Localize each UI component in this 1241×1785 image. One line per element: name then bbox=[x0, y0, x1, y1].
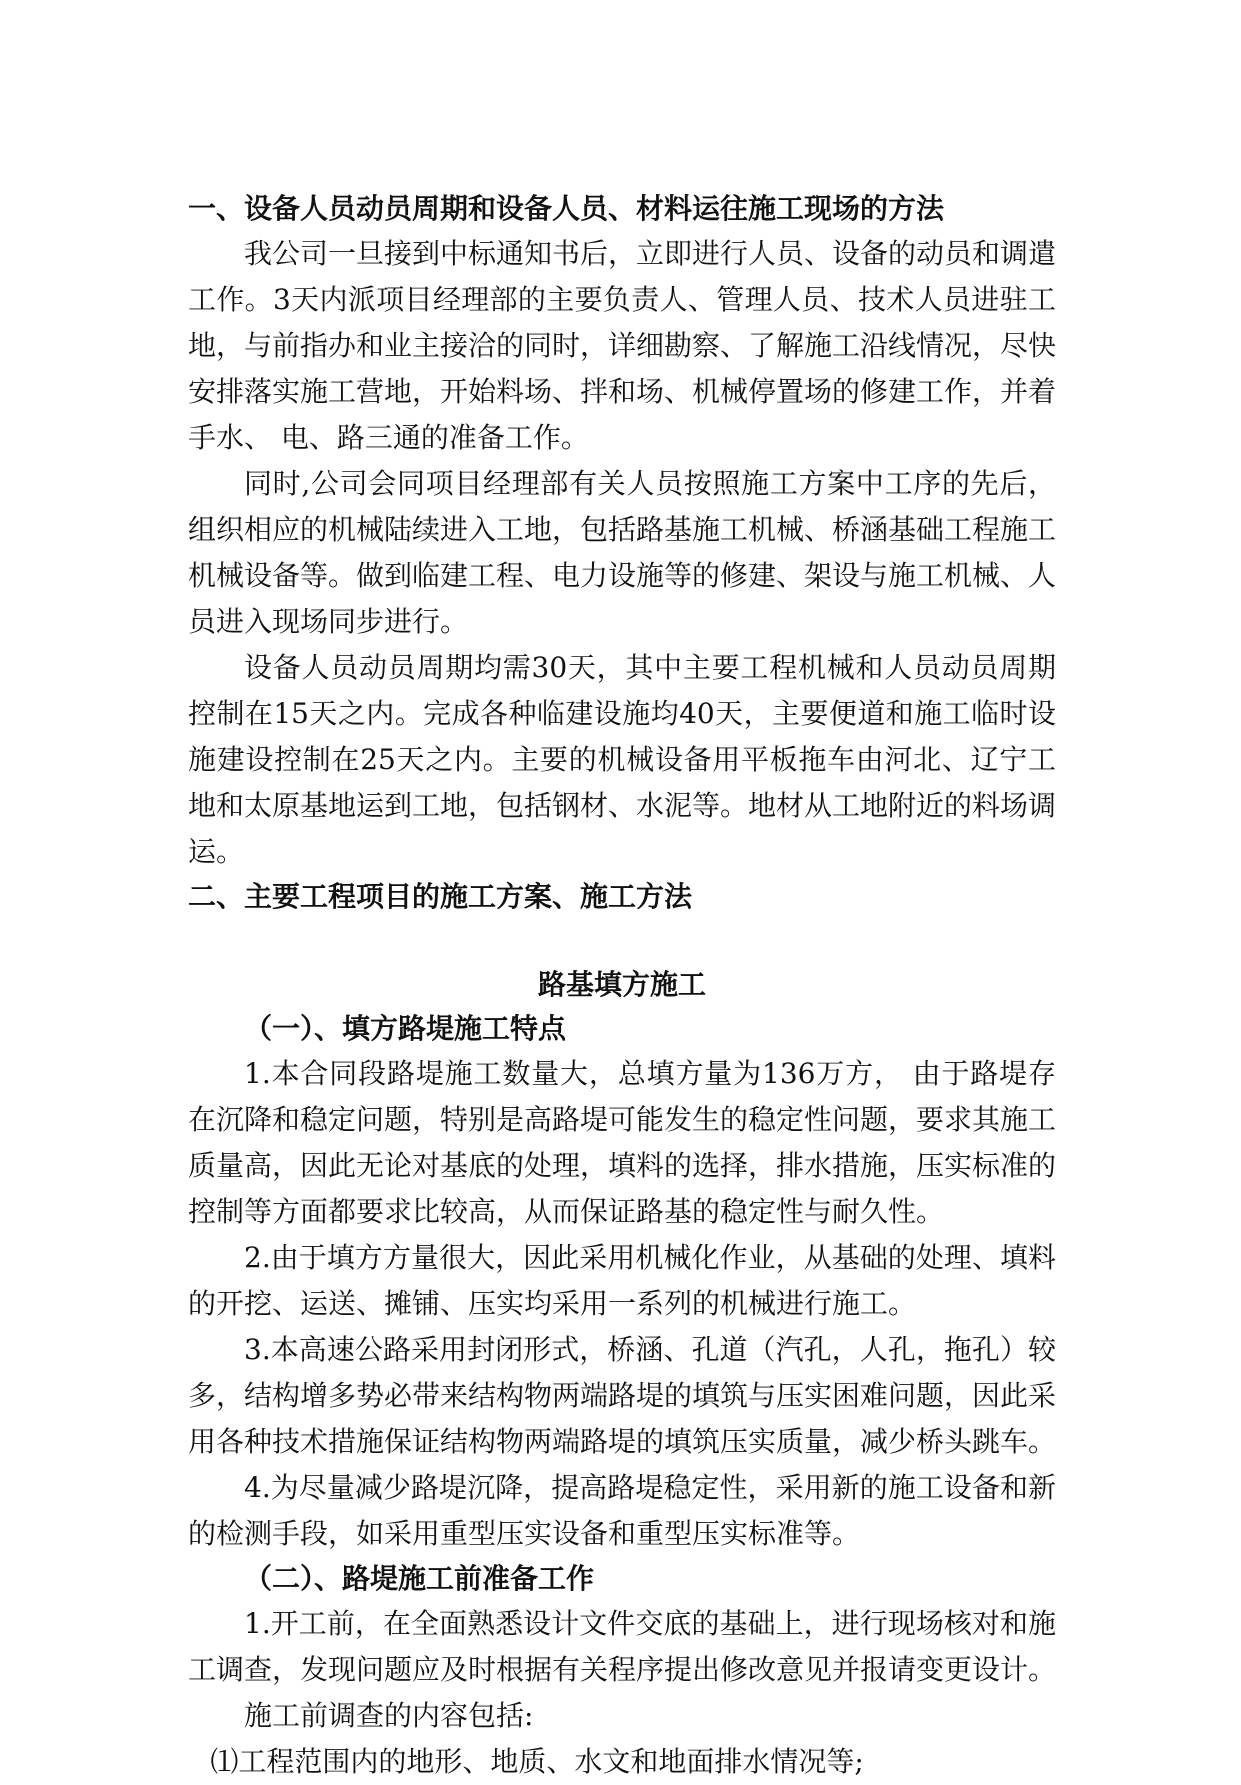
document-body bbox=[188, 187, 1056, 1785]
center-title: 路基填方施工 bbox=[537, 968, 706, 1001]
paragraph: 3.本高速公路采用封闭形式，桥涵、孔道（汽孔，人孔，拖孔）较多，结构增多势必带来结构物两端路堤的填筑与压实困难问题，因此采用各种技术措施保证结构物两端路堤的填筑压实质量，减少桥头跳车。 bbox=[188, 1333, 1057, 1458]
section-heading-2: 二、主要工程项目的施工方案、施工方法 bbox=[188, 880, 693, 913]
paragraph: 同时,公司会同项目经理部有关人员按照施工方案中工序的先后，组织相应的机械陆续进入工地，包括路基施工机械、桥涵基础工程施工机械设备等。做到临建工程、电力设施等的修建、架设与施工机械、人员进入现场同步进行。 bbox=[188, 467, 1057, 638]
paragraph: 1.开工前，在全面熟悉设计文件交底的基础上，进行现场核对和施工调查，发现问题应及时根据有关程序提出修改意见并报请变更设计。 bbox=[188, 1607, 1057, 1686]
paragraph: 设备人员动员周期均需30天，其中主要工程机械和人员动员周期控制在15天之内。完成各种临建设施均40天，主要便道和施工临时设施建设控制在25天之内。主要的机械设备用平板拖车由河北、辽宁工地和太原基地运到工地，包括钢材、水泥等。地材从工地附近的料场调运。 bbox=[188, 651, 1057, 868]
list-item: ⑴工程范围内的地形、地质、水文和地面排水情况等; bbox=[210, 1745, 864, 1778]
paragraph: 施工前调查的内容包括: bbox=[244, 1699, 534, 1732]
sub-heading-2: （二）、路堤施工前准备工作 bbox=[244, 1562, 595, 1595]
paragraph: 1.本合同段路堤施工数量大，总填方量为136万方， 由于路堤存在沉降和稳定问题，特别是高路堤可能发生的稳定性问题，要求其施工质量高，因此无论对基底的处理，填料的选择，排水措施，压实标准的控制等方面都要求比较高，从而保证路基的稳定性与耐久性。 bbox=[188, 1057, 1057, 1228]
paragraph: 2.由于填方方量很大，因此采用机械化作业，从基础的处理、填料的开挖、运送、摊铺、压实均采用一系列的机械进行施工。 bbox=[188, 1241, 1056, 1320]
sub-heading-1: （一）、填方路堤施工特点 bbox=[244, 1012, 567, 1045]
section-heading-1: 一、设备人员动员周期和设备人员、材料运往施工现场的方法 bbox=[188, 192, 945, 225]
paragraph: 我公司一旦接到中标通知书后，立即进行人员、设备的动员和调遣工作。3天内派项目经理部的主要负责人、管理人员、技术人员进驻工地，与前指办和业主接洽的同时，详细勘察、了解施工沿线情况，尽快安排落实施工营地，开始料场、拌和场、机械停置场的修建工作，并着手水、 电、路三通的准备工作。 bbox=[188, 237, 1057, 454]
paragraph: 4.为尽量减少路堤沉降，提高路堤稳定性，采用新的施工设备和新的检测手段，如采用重型压实设备和重型压实标准等。 bbox=[188, 1471, 1056, 1550]
